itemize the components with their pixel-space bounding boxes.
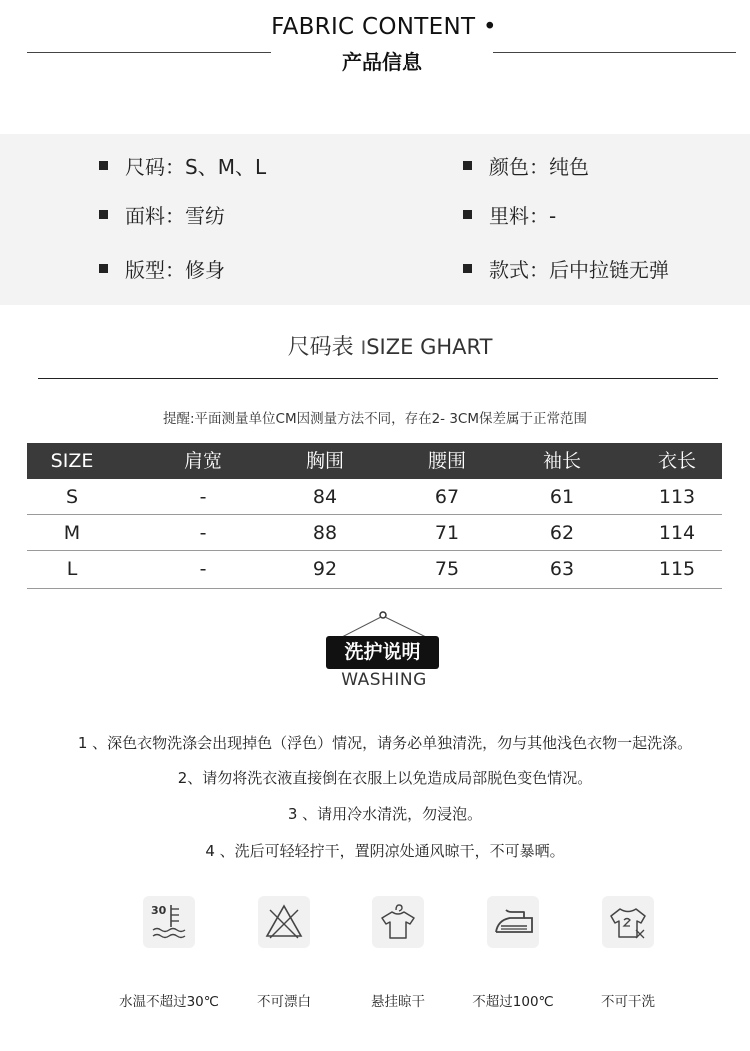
table-cell: 63 (549, 558, 575, 580)
size-table-header (27, 443, 722, 479)
info-style-text: 款式：后中拉链无弹 (489, 258, 669, 282)
hang-dry-icon (372, 896, 424, 948)
washing-instruction-4: 4 、洗后可轻轻拧干，置阴凉处通风晾干，不可暴晒。 (205, 842, 565, 860)
info-fabric (99, 200, 225, 229)
header-cell: SIZE (50, 450, 94, 472)
iron-icon (487, 896, 539, 948)
info-fit-text: 版型：修身 (125, 258, 225, 282)
care-label-no-bleach: 不可漂白 (257, 994, 311, 1010)
table-cell: S (65, 486, 79, 508)
table-cell: - (199, 522, 207, 544)
size-chart-divider (38, 378, 718, 379)
size-chart-title-en: SIZE GHART (366, 335, 493, 359)
no-dry-clean-icon (602, 896, 654, 948)
washing-instruction-1: 1 、深色衣物洗涤会出现掉色（浮色）情况，请务必单独清洗，勿与其他浅色衣物一起洗涤。 (77, 734, 693, 752)
info-fit (99, 254, 225, 283)
table-cell: 114 (658, 522, 696, 544)
care-label-iron: 不超过100℃ (472, 994, 554, 1010)
header-cell: 衣长 (657, 450, 696, 472)
title-bullet: • (482, 14, 497, 40)
table-cell: 71 (434, 522, 460, 544)
bullet-square (463, 264, 472, 273)
hanger-string-icon (340, 606, 430, 640)
bullet-square (99, 264, 108, 273)
info-lining-text: 里料：- (489, 204, 557, 228)
wash-temp-text: 30 (151, 904, 167, 917)
table-cell: 84 (312, 486, 338, 508)
table-cell: 67 (434, 486, 460, 508)
table-cell: 88 (312, 522, 338, 544)
care-label-hang-dry: 悬挂晾干 (371, 994, 425, 1010)
bullet-square (463, 161, 472, 170)
fabric-content-title (0, 14, 750, 40)
size-chart-separator: I (360, 337, 367, 359)
row-divider (27, 588, 722, 589)
size-chart-title-cn: 尺码表 (287, 335, 354, 360)
table-row (27, 551, 722, 589)
table-cell: M (63, 522, 81, 544)
size-table (27, 443, 722, 589)
fabric-content-title-text: FABRIC CONTENT (271, 14, 476, 40)
info-color-text: 颜色：纯色 (489, 155, 589, 179)
table-cell: 115 (658, 558, 696, 580)
product-info-subtitle: 产品信息 (342, 50, 422, 74)
size-chart-title (0, 330, 750, 361)
measurement-note: 提醒:平面测量单位CM因测量方法不同，存在2- 3CM保差属于正常范围 (162, 411, 588, 427)
info-size (99, 151, 266, 180)
bullet-square (99, 210, 108, 219)
info-fabric-text: 面料：雪纺 (125, 204, 225, 228)
care-label-no-dry-clean: 不可干洗 (601, 994, 655, 1010)
table-row (27, 479, 722, 515)
washing-subtitle: WASHING (341, 670, 427, 690)
no-bleach-icon (258, 896, 310, 948)
bullet-square (99, 161, 108, 170)
care-label-wash: 水温不超过30℃ (119, 994, 219, 1010)
info-lining (463, 200, 556, 229)
info-style (463, 254, 669, 283)
header-cell: 腰围 (427, 450, 466, 472)
table-cell: - (199, 558, 207, 580)
washing-instruction-2: 2、请勿将洗衣液直接倒在衣服上以免造成局部脱色变色情况。 (177, 769, 593, 787)
table-cell: 75 (434, 558, 460, 580)
table-cell: - (199, 486, 207, 508)
wash-30-icon (143, 896, 195, 948)
washing-badge: 洗护说明 (326, 636, 439, 669)
washing-instruction-3: 3 、请用冷水清洗，勿浸泡。 (287, 805, 483, 823)
bullet-square (463, 210, 472, 219)
table-cell: 61 (549, 486, 575, 508)
table-row (27, 515, 722, 551)
table-cell: 62 (549, 522, 575, 544)
table-cell: 92 (312, 558, 338, 580)
table-cell: L (66, 558, 78, 580)
info-color (463, 151, 589, 180)
header-cell: 肩宽 (183, 450, 222, 472)
table-cell: 113 (658, 486, 696, 508)
header-cell: 袖长 (542, 450, 581, 472)
info-size-text: 尺码：S、M、L (125, 155, 267, 179)
header-cell: 胸围 (305, 450, 344, 472)
